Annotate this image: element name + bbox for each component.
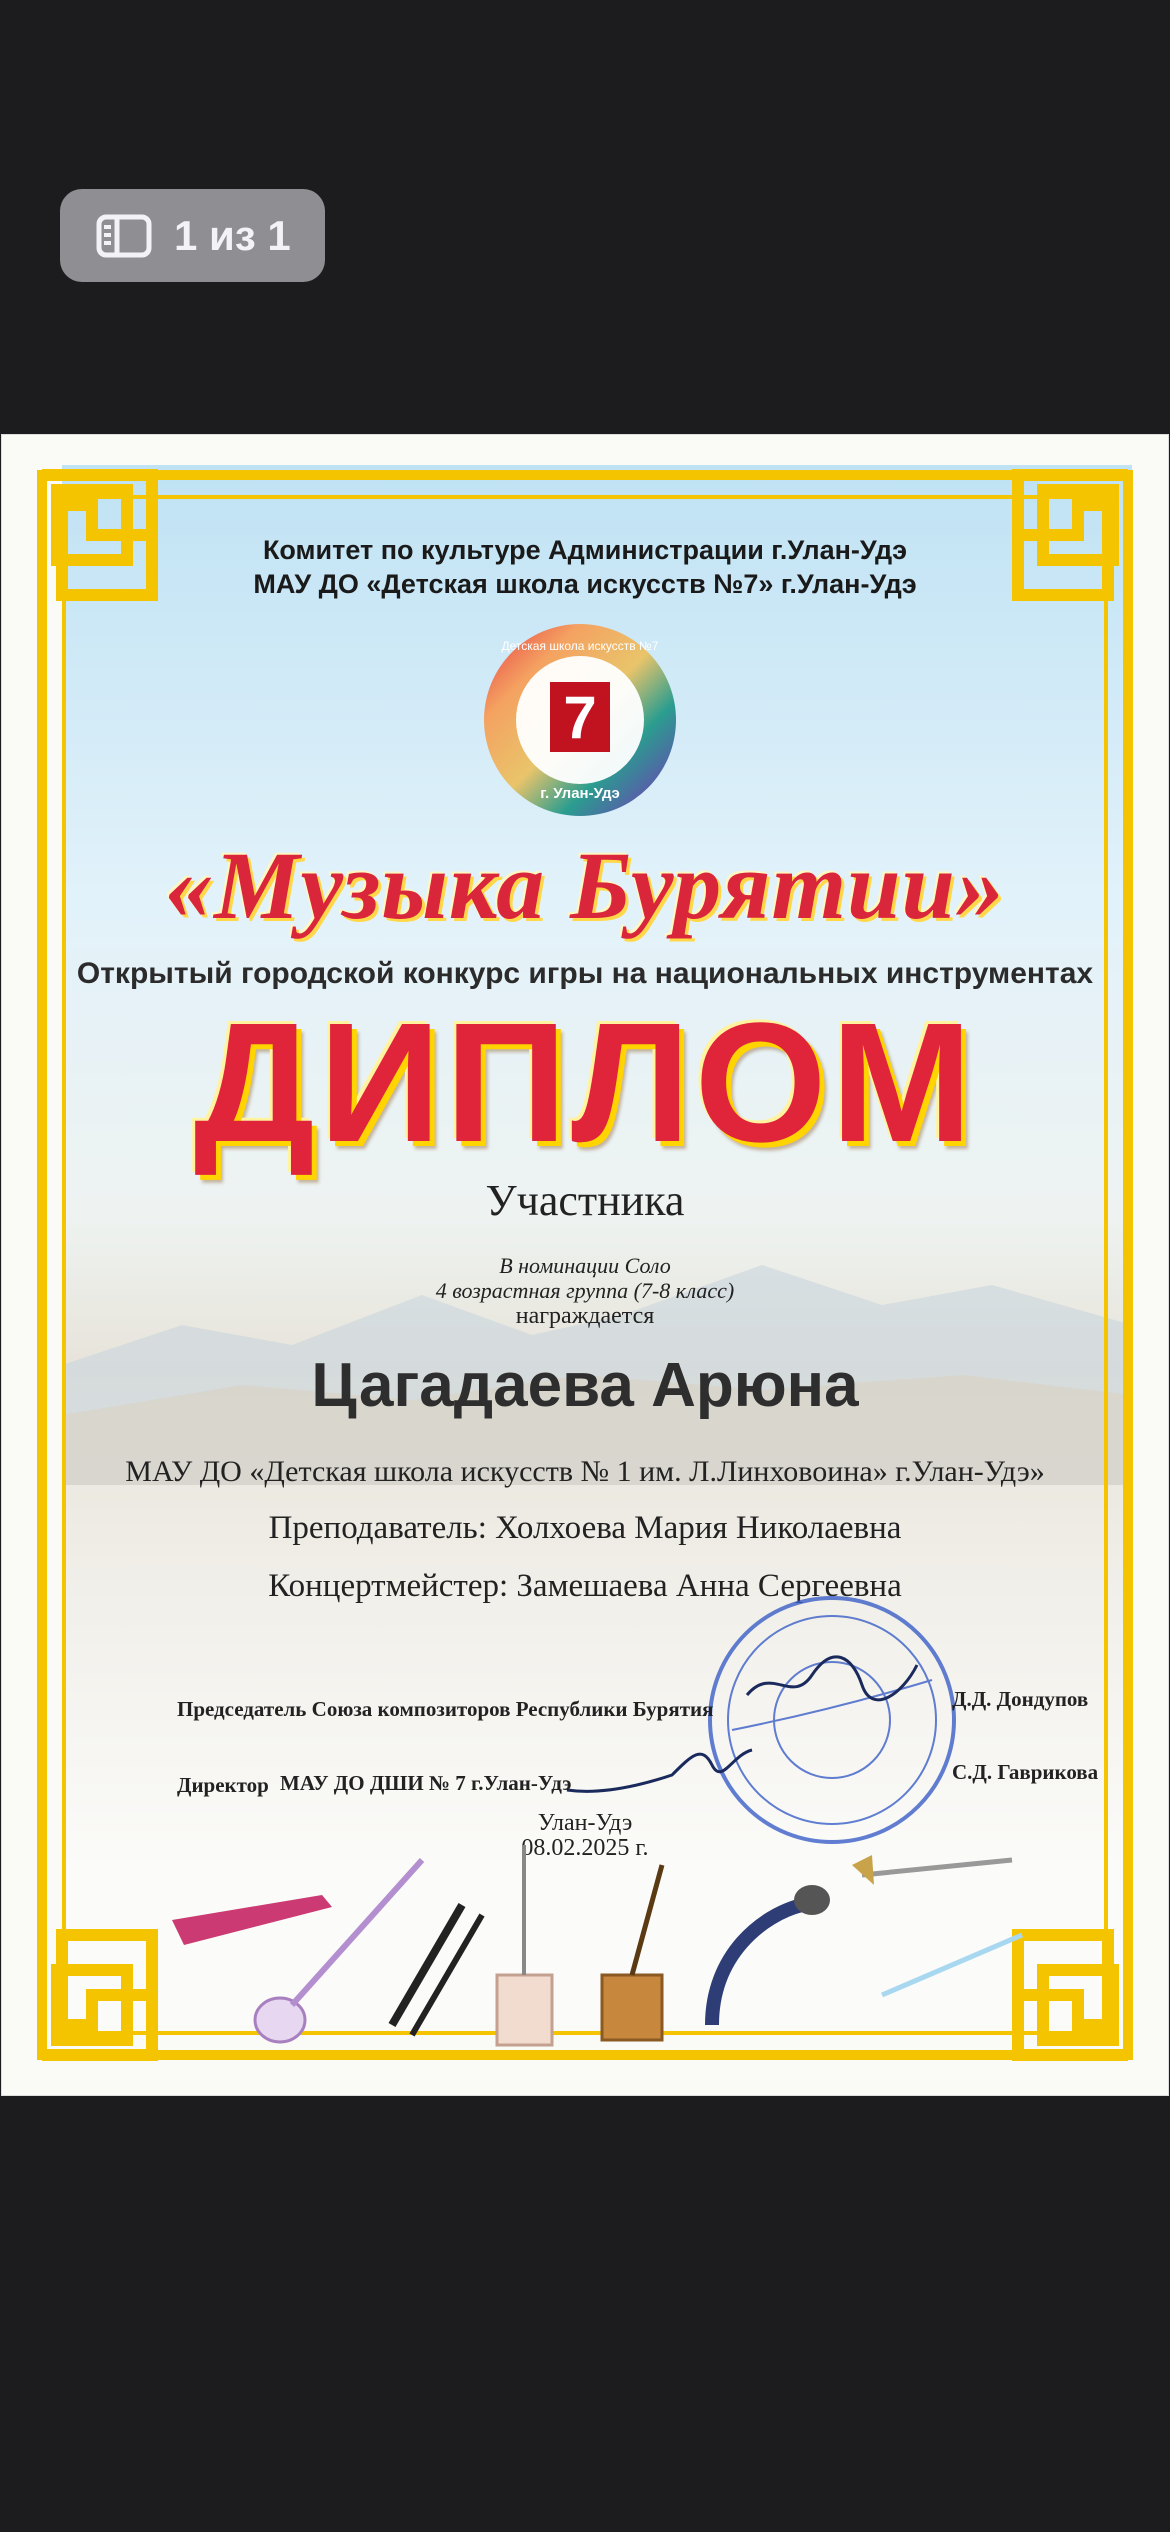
logo-city-text: г. Улан-Удэ — [540, 785, 620, 802]
diploma-heading: ДИПЛОМ — [193, 988, 977, 1178]
trumpet-icon — [852, 1855, 1022, 1995]
recipient-name: Цагадаева Арюна — [311, 1351, 859, 1420]
logo-arc-text: Детская школа искусств №7 — [501, 639, 659, 653]
morin-khuur-icon — [497, 1845, 552, 2045]
chair-signature — [742, 1645, 922, 1715]
yatag-icon — [172, 1895, 332, 1945]
director-label: Директор — [177, 1773, 269, 1797]
director-signature — [562, 1735, 762, 1815]
nomination-text: В номинации Соло — [499, 1253, 671, 1278]
chair-name: Д.Д. Дондупов — [952, 1687, 1089, 1711]
competition-title: «Музыка Бурятии» — [165, 832, 1005, 939]
organizer-line-1: Комитет по культуре Администрации г.Улан-Удэ — [262, 535, 908, 565]
national-instruments-illustration — [162, 1825, 1032, 2055]
age-group-text: 4 возрастная группа (7-8 класс) — [435, 1278, 735, 1303]
diploma-document[interactable] — [2, 435, 1168, 2095]
flute-sticks-icon — [392, 1905, 482, 2035]
issue-date: 08.02.2025 г. — [521, 1835, 649, 1861]
teacher-name: Преподаватель: Холхоева Мария Николаевна — [268, 1510, 902, 1546]
competition-subtitle: Открытый городской конкурс игры на национальных инструментах — [76, 957, 1094, 990]
participant-status: Участника — [485, 1176, 685, 1225]
chair-label: Председатель Союза композиторов Республики Бурятия — [177, 1697, 714, 1721]
school-name: МАУ ДО «Детская школа искусств № 1 им. Л.Линховоина» г.Улан-Удэ» — [125, 1455, 1045, 1488]
issue-city: Улан-Удэ — [537, 1810, 633, 1836]
khuur-icon — [602, 1865, 662, 2040]
horn-icon — [712, 1885, 830, 2025]
school-logo — [480, 620, 680, 820]
organizer-line-2: МАУ ДО «Детская школа искусств №7» г.Улан-Удэ — [253, 569, 917, 599]
director-organization: МАУ ДО ДШИ № 7 г.Улан-Удэ — [280, 1771, 572, 1795]
logo-digit: 7 — [563, 684, 597, 751]
page-counter-label: 1 из 1 — [174, 211, 291, 259]
sidebar-icon — [96, 214, 152, 258]
awarded-text: награждается — [515, 1303, 655, 1329]
director-name: С.Д. Гаврикова — [952, 1760, 1099, 1784]
page-counter-button[interactable] — [60, 189, 325, 282]
accompanist-name: Концертмейстер: Замешаева Анна Сергеевна — [268, 1568, 902, 1604]
